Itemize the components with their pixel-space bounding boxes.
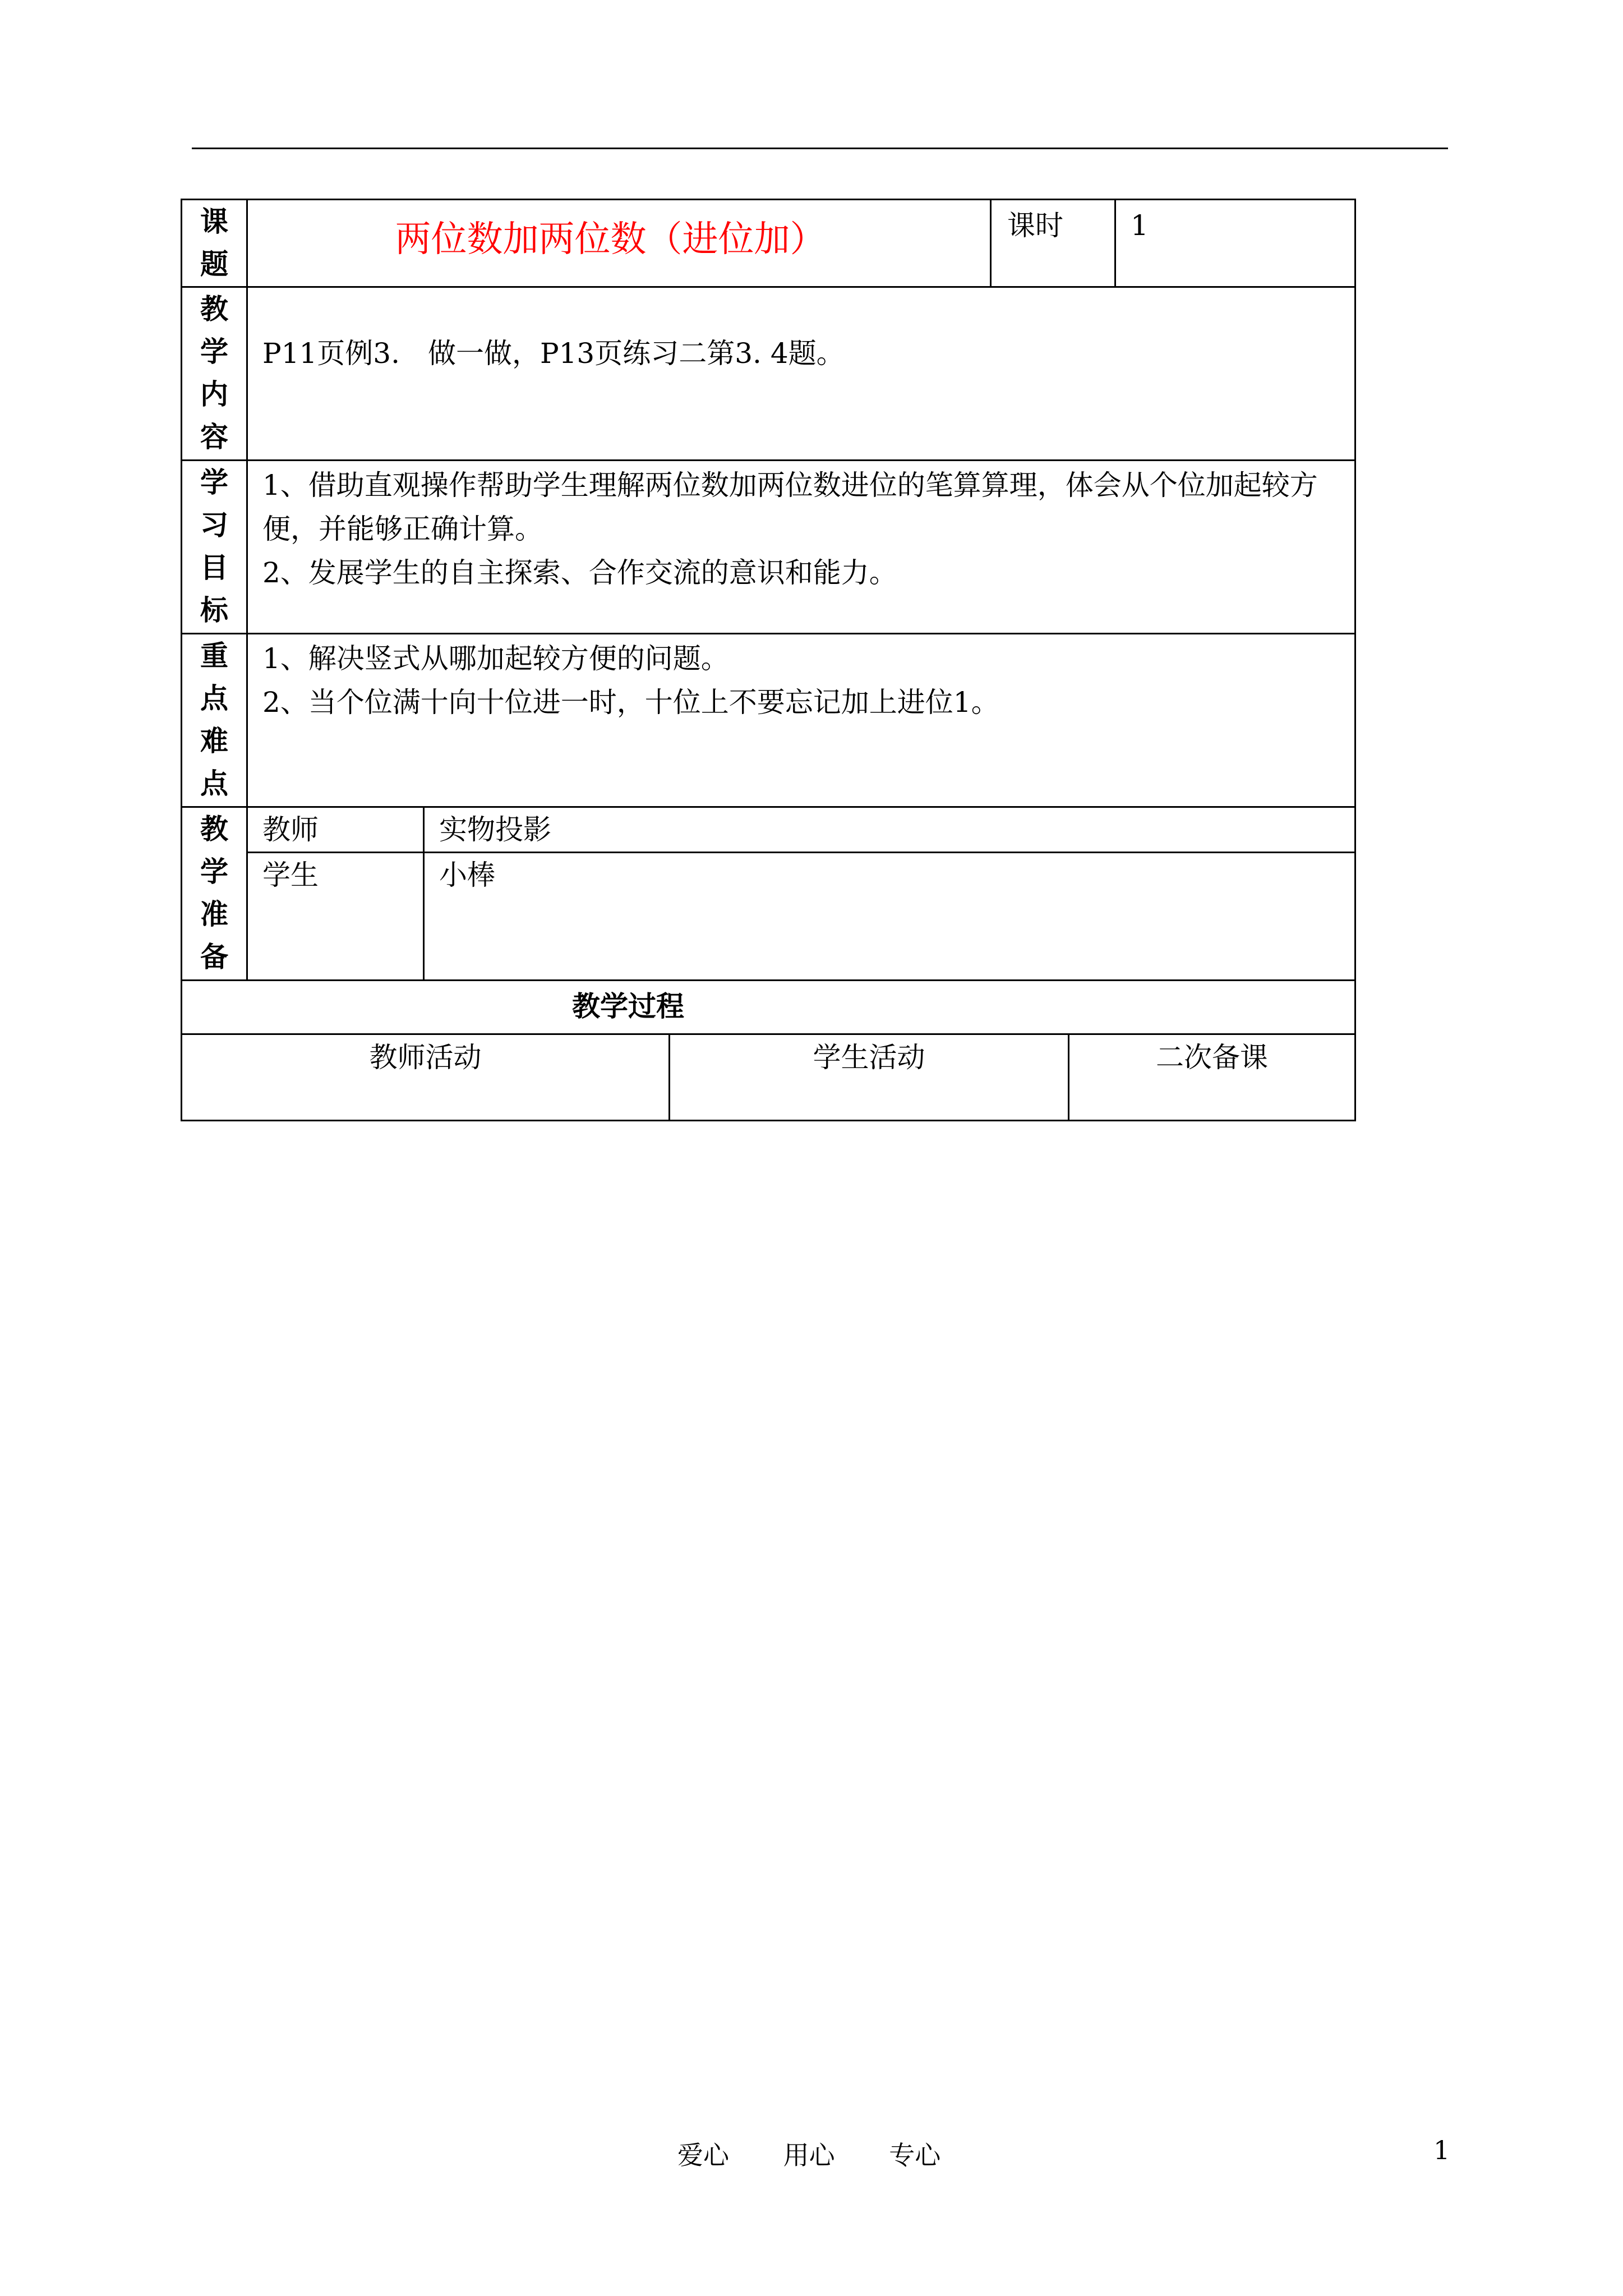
keypoint-line: 2、当个位满十向十位进一时，十位上不要忘记加上进位1。 <box>262 686 999 719</box>
hour-value: 1 <box>1114 200 1354 286</box>
preparation-student-row <box>248 852 1354 979</box>
objectives-text <box>246 461 1354 633</box>
content-text: P11页例3. 做一做，P13页练习二第3. 4题。 <box>246 288 1354 459</box>
footer-word: 专心 <box>889 2140 941 2170</box>
footer-word: 爱心 <box>677 2140 729 2170</box>
hour-label: 课时 <box>990 200 1114 286</box>
column-student-activity: 学生活动 <box>668 1035 1068 1120</box>
keypoints-row <box>182 633 1354 806</box>
preparation-table <box>246 808 1354 979</box>
teacher-item: 实物投影 <box>423 808 1354 852</box>
process-title-row <box>182 979 1354 1033</box>
content-label: 教 学 内 容 <box>200 292 228 453</box>
footer-word: 用心 <box>783 2140 835 2170</box>
keypoint-line: 1、解决竖式从哪加起较方便的问题。 <box>262 642 729 675</box>
preparation-label: 教 学 准 备 <box>200 812 228 973</box>
page-number: 1 <box>1433 2135 1450 2165</box>
header-rule <box>192 148 1448 149</box>
objectives-label: 学 习 目 标 <box>200 466 228 627</box>
process-title: 教学过程 <box>572 990 684 1023</box>
lesson-title: 两位数加两位数（进位加） <box>246 200 990 286</box>
teacher-role: 教师 <box>262 813 319 846</box>
column-teacher-activity: 教师活动 <box>369 1041 482 1074</box>
keypoints-label: 重 点 难 点 <box>200 639 228 800</box>
student-role: 学生 <box>262 859 319 891</box>
column-second-prep: 二次备课 <box>1068 1035 1354 1120</box>
objective-line: 1、借助直观操作帮助学生理解两位数加两位数进位的笔算算理，体会从个位加起较方 <box>262 469 1318 501</box>
topic-row <box>182 200 1354 286</box>
preparation-teacher-row <box>248 808 1354 852</box>
lesson-plan-table <box>181 199 1356 1121</box>
objective-line: 便，并能够正确计算。 <box>262 513 543 545</box>
content-row <box>182 286 1354 459</box>
keypoints-text <box>246 634 1354 806</box>
footer-motto <box>677 2135 986 2172</box>
student-item: 小棒 <box>423 853 1354 979</box>
topic-label: 课 题 <box>200 205 228 280</box>
objectives-row <box>182 459 1354 633</box>
preparation-row <box>182 806 1354 979</box>
objective-line: 2、发展学生的自主探索、合作交流的意识和能力。 <box>262 556 897 589</box>
process-columns-row <box>182 1033 1354 1120</box>
